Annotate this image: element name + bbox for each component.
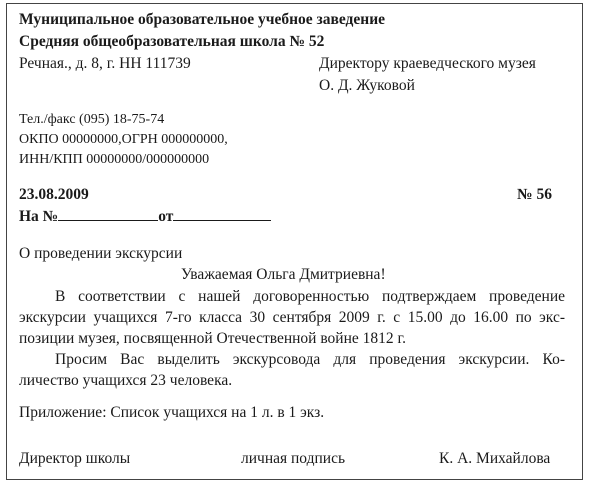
org-phone: Тел./факс (095) 18-75-74	[19, 112, 165, 127]
attachment-note: Приложение: Список учащихся на 1 л. в 1 экз.	[19, 404, 325, 421]
paragraph-line: В соответствии с нашей договоренностью подтверждаем проведение	[55, 288, 565, 305]
org-name-line2: Средняя общеобразовательная школа № 52	[19, 33, 325, 50]
paragraph-line: личество учащихся 23 человека.	[19, 372, 233, 389]
document-number: № 56	[517, 186, 552, 203]
recipient-title: Директору краеведческого музея	[319, 55, 536, 72]
signatory-name: К. А. Михайлова	[439, 450, 551, 467]
letter-salutation: Уважаемая Ольга Дмитриевна!	[181, 266, 386, 283]
reference-number-blank	[58, 206, 158, 221]
signature-placeholder: личная подпись	[241, 450, 346, 467]
document-date: 23.08.2009	[19, 186, 89, 203]
reference-prefix: На №	[19, 208, 59, 225]
letter-subject: О проведении экскурсии	[19, 245, 183, 262]
paragraph-line: Просим Вас выделить экскурсовода для проведения экскурсии. Ко-	[55, 351, 565, 368]
reference-date-blank	[173, 206, 271, 221]
org-name-line1: Муниципальное образовательное учебное заведение	[19, 11, 385, 28]
document-page	[6, 3, 583, 480]
signatory-position: Директор школы	[19, 450, 131, 467]
org-codes-line2: ИНН/КПП 00000000/000000000	[19, 152, 210, 167]
org-codes-line1: ОКПО 00000000,ОГРН 000000000,	[19, 132, 228, 147]
paragraph-line: экскурсии учащихся 7-го класса 30 сентября 2009 г. с 15.00 до 16.00 по экс-	[19, 309, 565, 326]
reference-from: от	[158, 208, 174, 225]
recipient-name: О. Д. Жуковой	[319, 77, 415, 94]
paragraph-confirmation	[19, 286, 565, 349]
reference-line	[19, 206, 271, 227]
paragraph-line: позиции музея, посвященной Отечественной войне 1812 г.	[19, 330, 407, 347]
org-address: Речная., д. 8, г. НН 111739	[19, 55, 191, 72]
paragraph-request	[19, 349, 565, 391]
